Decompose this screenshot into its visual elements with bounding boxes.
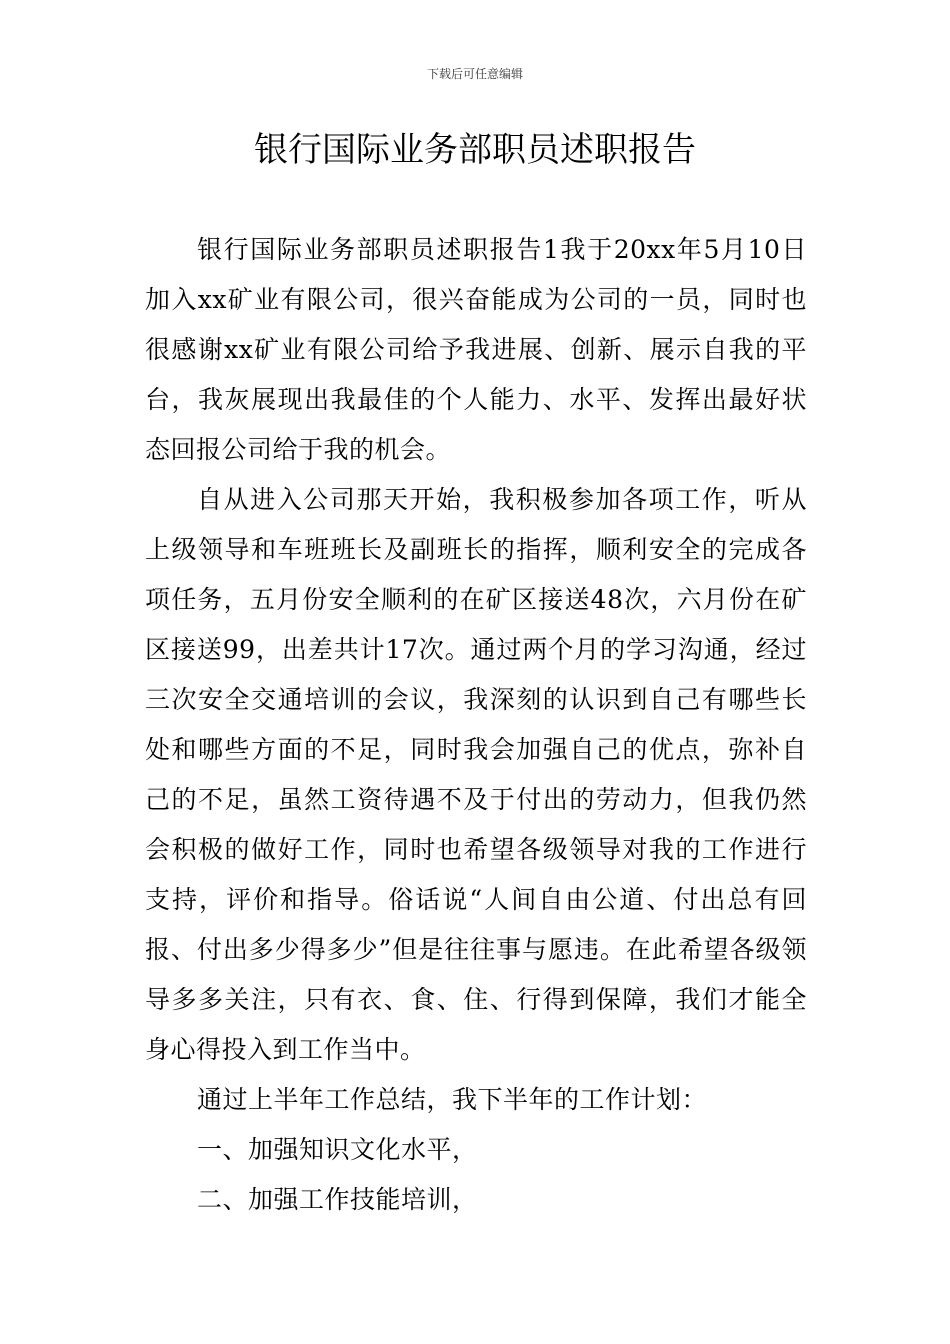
- plan-item-2: 二、加强工作技能培训，: [197, 1185, 478, 1214]
- document-title: 银行国际业务部职员述职报告: [254, 130, 696, 170]
- paragraph-plan-intro: 通过上半年工作总结，我下半年的工作计划：: [197, 1085, 708, 1114]
- document-body: [145, 225, 807, 1225]
- header-note: 下载后可任意编辑: [426, 67, 523, 81]
- paragraph-intro: 银行国际业务部职员述职报告1我于20xx年5月10日加入xx矿业有限公司，很兴奋能成为公司的一员，同时也很感谢xx矿业有限公司给予我进展、创新、展示自我的平台，我灰展现出我最佳的个人能力、水平、发挥出最好状态回报公司给于我的机会。: [145, 235, 807, 464]
- paragraph-work-summary: 自从进入公司那天开始，我积极参加各项工作，听从上级领导和车班班长及副班长的指挥，顺利安全的完成各项任务，五月份安全顺利的在矿区接送48次，六月份在矿区接送99，出差共计17次。通过两个月的学习沟通，经过三次安全交通培训的会议，我深刻的认识到自己有哪些长处和哪些方面的不足，同时我会加强自己的优点，弥补自己的不足，虽然工资待遇不及于付出的劳动力，但我仍然会积极的做好工作，同时也希望各级领导对我的工作进行支持，评价和指导。俗话说“人间自由公道、付出总有回报、付出多少得多少”但是往往事与愿违。在此希望各级领导多多关注，只有衣、食、住、行得到保障，我们才能全身心得投入到工作当中。: [145, 485, 807, 1064]
- plan-item-1: 一、加强知识文化水平，: [197, 1135, 478, 1164]
